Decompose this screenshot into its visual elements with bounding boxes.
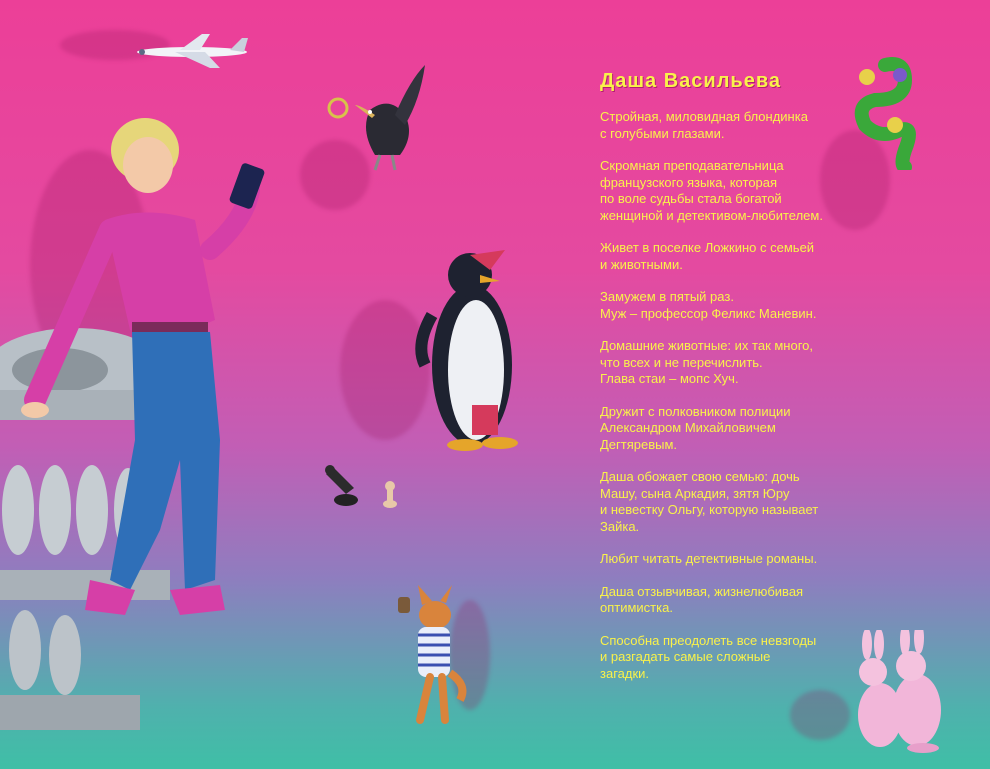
character-name-heading: Даша Васильева xyxy=(600,70,781,92)
dog-icon xyxy=(390,585,470,735)
description-paragraph: Даша отзывчивая, жизнелюбивая оптимистка. xyxy=(600,583,804,615)
description-paragraph: Даша обожает свою семью: дочь Машу, сына Аркадия, зятя Юру и невестку Ольгу, которую называет Зайка. xyxy=(600,469,819,534)
description-paragraph: Живет в поселке Ложкино с семьей и животными. xyxy=(600,240,815,272)
character-description xyxy=(600,70,890,698)
chess-pieces-icon xyxy=(318,460,408,515)
description-paragraph: Замужем в пятый раз. Муж – профессор Феликс Маневин. xyxy=(600,289,817,321)
woman-figure xyxy=(20,110,275,700)
penguin-icon xyxy=(410,245,535,455)
description-paragraph: Скромная преподавательница французского языка, которая по воле судьбы стала богатой женщиной и детективом-любителем. xyxy=(600,158,823,223)
description-paragraph: Стройная, миловидная блондинка с голубыми глазами. xyxy=(600,109,808,141)
description-paragraph: Дружит с полковником полиции Александром Михайловичем Дегтяревым. xyxy=(600,403,791,452)
description-paragraph: Домашние животные: их так много, что всех и не перечислить. Глава стаи – мопс Хуч. xyxy=(600,338,814,386)
description-paragraph: Любит читать детективные романы. xyxy=(600,551,818,566)
crow-icon xyxy=(320,60,440,180)
description-paragraph: Способна преодолеть все невзгоды и разгадать самые сложные загадки. xyxy=(600,632,817,681)
airplane-icon xyxy=(130,30,255,70)
